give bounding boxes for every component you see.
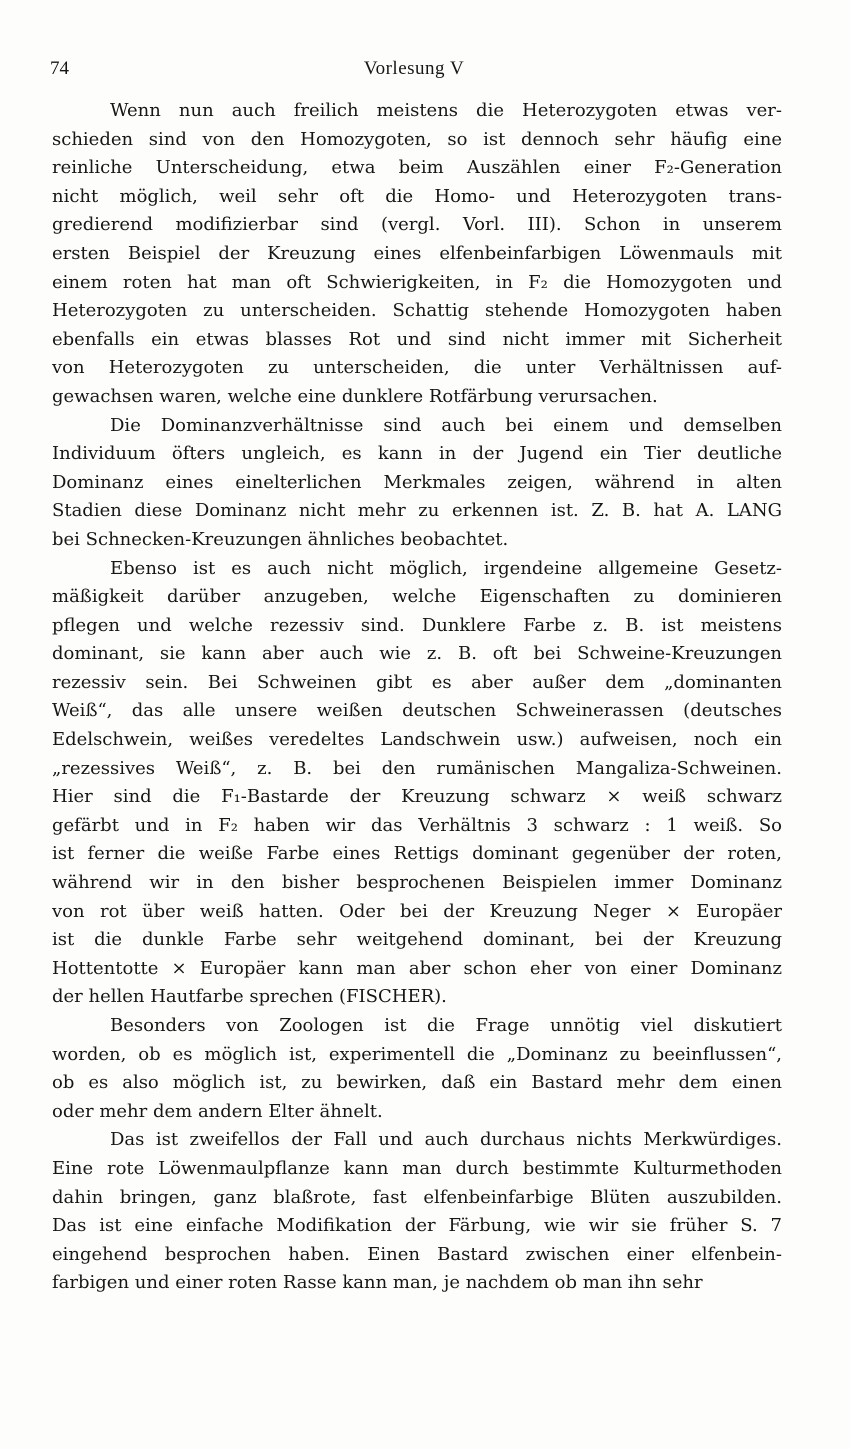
text-line: gefärbt und in F₂ haben wir das Verhältnis 3 schwarz : 1 weiß. So [52, 814, 782, 836]
text-line: Das ist zweifellos der Fall und auch durchaus nichts Merkwürdiges. [110, 1129, 782, 1151]
text-line: Stadien diese Dominanz nicht mehr zu erkennen ist. Z. B. hat A. LANG [52, 500, 782, 522]
text-line: „rezessives Weiß“, z. B. bei den rumänischen Mangaliza-Schweinen. [52, 757, 782, 779]
text-line: dominant, sie kann aber auch wie z. B. oft bei Schweine-Kreuzungen [52, 643, 782, 665]
text-line: einem roten hat man oft Schwierigkeiten, in F₂ die Homozygoten und [52, 271, 782, 293]
paragraph [52, 412, 782, 555]
paragraph [52, 555, 782, 1013]
text-line: mäßigkeit darüber anzugeben, welche Eigenschaften zu dominieren [52, 586, 782, 608]
text-line: während wir in den bisher besprochenen Beispielen immer Dominanz [52, 872, 782, 894]
page-header [50, 58, 778, 84]
text-line: Wenn nun auch freilich meistens die Heterozygoten etwas ver- [110, 100, 782, 121]
text-line: Weiß“, das alle unsere weißen deutschen Schweinerassen (deutsches [52, 700, 782, 722]
text-line: Das ist eine einfache Modifikation der Färbung, wie wir sie früher S. 7 [52, 1215, 782, 1237]
text-line: Die Dominanzverhältnisse sind auch bei einem und demselben [110, 414, 782, 436]
running-head: Vorlesung V [363, 58, 465, 79]
page-number: 74 [50, 58, 69, 79]
text-line: ebenfalls ein etwas blasses Rot und sind nicht immer mit Sicherheit [52, 328, 782, 350]
text-line: Hier sind die F₁-Bastarde der Kreuzung schwarz × weiß schwarz [52, 786, 782, 808]
text-line: Heterozygoten zu unterscheiden. Schattig stehende Homozygoten haben [52, 300, 782, 322]
text-line: worden, ob es möglich ist, experimentell die „Dominanz zu beeinflussen“, [52, 1043, 782, 1065]
text-line: gredierend modifizierbar sind (vergl. Vorl. III). Schon in unserem [52, 214, 782, 236]
text-line: von rot über weiß hatten. Oder bei der Kreuzung Neger × Europäer [52, 900, 782, 922]
text-line: pflegen und welche rezessiv sind. Dunklere Farbe z. B. ist meistens [52, 614, 782, 636]
body-text [52, 97, 782, 1298]
paragraph [52, 97, 782, 412]
text-line: Individuum öfters ungleich, es kann in der Jugend ein Tier deutliche [52, 443, 782, 465]
text-line: ist die dunkle Farbe sehr weitgehend dominant, bei der Kreuzung [52, 929, 782, 951]
text-line: Ebenso ist es auch nicht möglich, irgendeine allgemeine Gesetz- [110, 557, 782, 579]
text-line: Edelschwein, weißes veredeltes Landschwein usw.) aufweisen, noch ein [52, 729, 782, 751]
text-line: ob es also möglich ist, zu bewirken, daß ein Bastard mehr dem einen [52, 1072, 782, 1094]
text-line: Eine rote Löwenmaulpflanze kann man durch bestimmte Kulturmethoden [52, 1157, 782, 1179]
text-line: gewachsen waren, welche eine dunklere Rotfärbung verursachen. [52, 385, 658, 407]
text-line: von Heterozygoten zu unterscheiden, die unter Verhältnissen auf- [52, 357, 782, 379]
text-line: ist ferner die weiße Farbe eines Rettigs dominant gegenüber der roten, [52, 843, 782, 865]
text-line: schieden sind von den Homozygoten, so ist dennoch sehr häufig eine [52, 128, 782, 150]
text-line: nicht möglich, weil sehr oft die Homo- und Heterozygoten trans- [52, 185, 782, 207]
text-line: der hellen Hautfarbe sprechen (FISCHER). [52, 986, 447, 1008]
text-line: Besonders von Zoologen ist die Frage unnötig viel diskutiert [110, 1015, 782, 1036]
text-line: farbigen und einer roten Rasse kann man, je nachdem ob man ihn sehr [52, 1272, 703, 1294]
paragraph [52, 1126, 782, 1298]
text-line: ersten Beispiel der Kreuzung eines elfenbeinfarbigen Löwenmauls mit [52, 242, 782, 264]
text-line: reinliche Unterscheidung, etwa beim Auszählen einer F₂-Generation [52, 157, 782, 179]
text-line: bei Schnecken-Kreuzungen ähnliches beobachtet. [52, 528, 509, 550]
text-line: Dominanz eines einelterlichen Merkmales zeigen, während in alten [52, 471, 782, 493]
text-line: Hottentotte × Europäer kann man aber schon eher von einer Dominanz [52, 957, 782, 979]
text-line: eingehend besprochen haben. Einen Bastard zwischen einer elfenbein- [52, 1243, 782, 1265]
paragraph [52, 1012, 782, 1126]
text-line: dahin bringen, ganz blaßrote, fast elfenbeinfarbige Blüten auszubilden. [52, 1186, 782, 1208]
text-line: rezessiv sein. Bei Schweinen gibt es aber außer dem „dominanten [52, 671, 782, 693]
text-line: oder mehr dem andern Elter ähnelt. [52, 1100, 383, 1122]
